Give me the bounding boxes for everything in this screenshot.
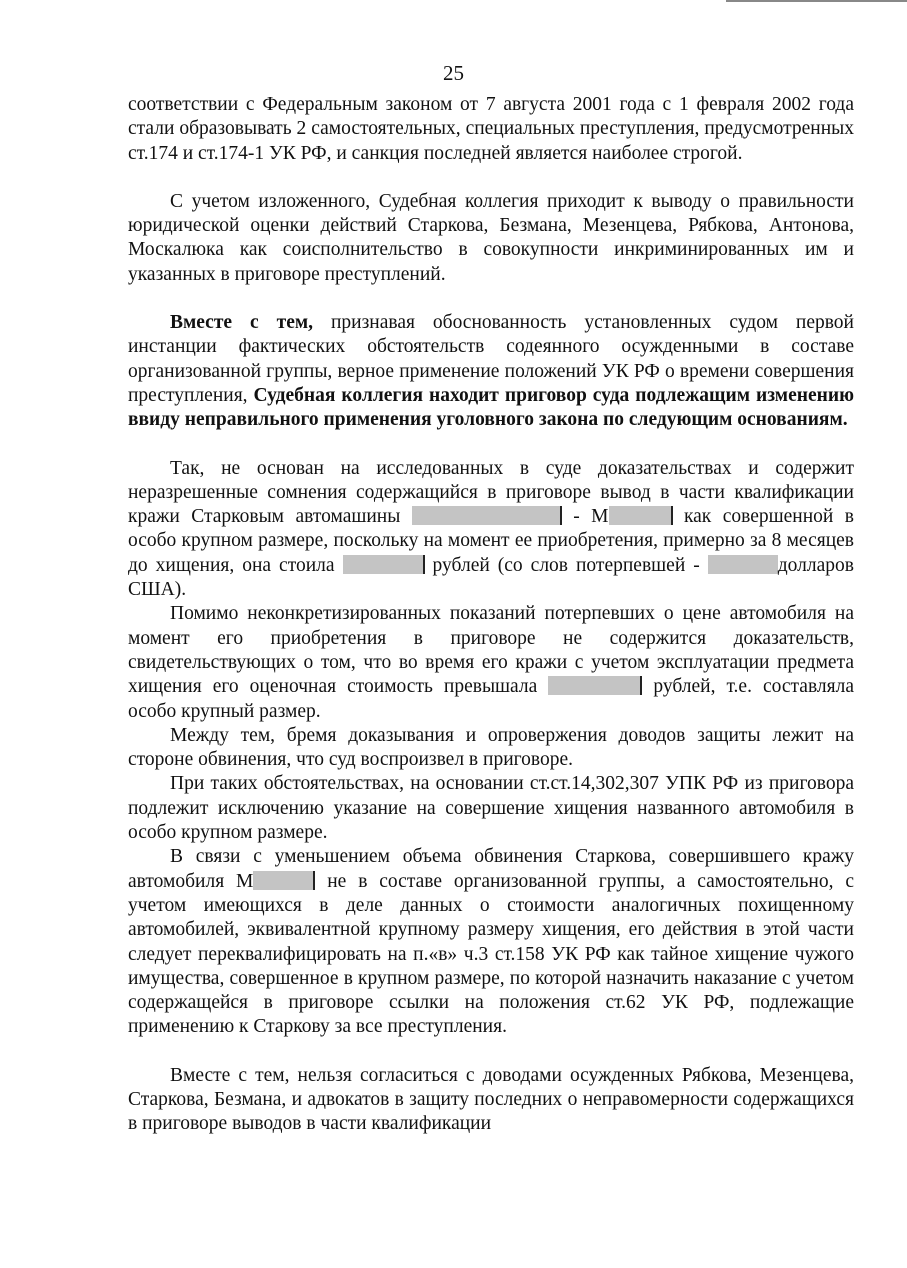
paragraph-text: как совершенной в особо крупном размере, поскольку на момент ее приобретения, примерно за 8 месяцев до хищения, она стоила <box>128 506 854 576</box>
redaction-block <box>253 871 315 890</box>
paragraph-2: С учетом изложенного, Судебная коллегия приходит к выводу о правильности юридической оценки действий Старкова, Безмана, Мезенцева, Рябкова, Антонова, Москалюка как соисполнительство в совокупности инкриминированных им и указанных в приговоре преступлений. <box>128 190 854 285</box>
paragraph-text: Помимо неконкретизированных показаний потерпевших о цене автомобиля на момент его приобретения в приговоре не содержится доказательств, свидетельствующих о том, что во время его кражи с учетом эксплуатации предмета хищения его оценочная стоимость превышала <box>128 603 854 698</box>
paragraph-7: При таких обстоятельствах, на основании ст.ст.14,302,307 УПК РФ из приговора подлежит исключению указание на совершение хищения названного автомобиля в особо крупном размере. <box>128 773 854 844</box>
conclusion-text: Судебная коллегия находит приговор суда подлежащим изменению ввиду неправильного применения уголовного закона по следующим основаниям. <box>128 384 854 431</box>
redaction-block <box>412 506 562 525</box>
paragraph-text: рублей, т.е. составляла особо крупный размер. <box>128 676 854 722</box>
redaction-block <box>708 555 778 574</box>
paragraph-text: - М <box>561 506 609 528</box>
paragraph-text: В связи с уменьшением объема обвинения Старкова, совершившего кражу автомобиля М <box>128 846 854 892</box>
paragraph-text: не в составе организованной группы, а самостоятельно, с учетом имеющихся в деле данных о стоимости аналогичных похищенному автомобилей, эквивалентной крупному размеру хищения, его действия в этой части следует переквалифицировать на п.«в» ч.3 ст.158 УК РФ как тайное хищение чужого имущества, совершенное в крупном размере, по которой назначить наказание с учетом содержащейся в приговоре ссылки на положения ст.62 УК РФ, подлежащие применению к Старкову за все преступления. <box>128 870 854 1038</box>
redaction-block <box>548 676 642 695</box>
redaction-block <box>609 506 673 525</box>
paragraph-1: соответствии с Федеральным законом от 7 августа 2001 года с 1 февраля 2002 года стали образовывать 2 самостоятельных, специальных преступления, предусмотренных ст.174 и ст.174-1 УК РФ, и санкция последней является наиболее строгой. <box>128 94 854 164</box>
paragraph-text: Так, не основан на исследованных в суде доказательствах и содержит неразрешенные сомнения содержащийся в приговоре вывод в части квалификации кражи Старковым автомашины <box>128 457 854 528</box>
paragraph-9: Вместе с тем, нельзя согласиться с доводами осужденных Рябкова, Мезенцева, Старкова, Безмана, и адвокатов в защиту последних о неправомерности содержащихся в приговоре выводов в части квалификации <box>128 1064 854 1135</box>
page-number: 25 <box>443 61 464 85</box>
paragraph-3 <box>128 311 854 432</box>
paragraph-8 <box>128 845 854 1039</box>
paragraph-text: признавая обоснованность установленных судом первой инстанции фактических обстоятельств содеянного осужденными в составе организованной группы, верное применение положений УК РФ о времени совершения преступления, <box>128 312 854 406</box>
top-rule <box>726 0 907 2</box>
paragraph-5 <box>128 602 854 723</box>
paragraph-4 <box>128 457 854 603</box>
document-body <box>128 93 854 1137</box>
paragraph-text: долларов США). <box>128 554 854 601</box>
redaction-block <box>343 555 425 574</box>
paragraph-text: рублей (со слов потерпевшей - <box>424 554 708 576</box>
paragraph-6: Между тем, бремя доказывания и опровержения доводов защиты лежит на стороне обвинения, что суд воспроизвел в приговоре. <box>128 724 854 771</box>
emphasis-text: Вместе с тем, <box>170 312 314 334</box>
